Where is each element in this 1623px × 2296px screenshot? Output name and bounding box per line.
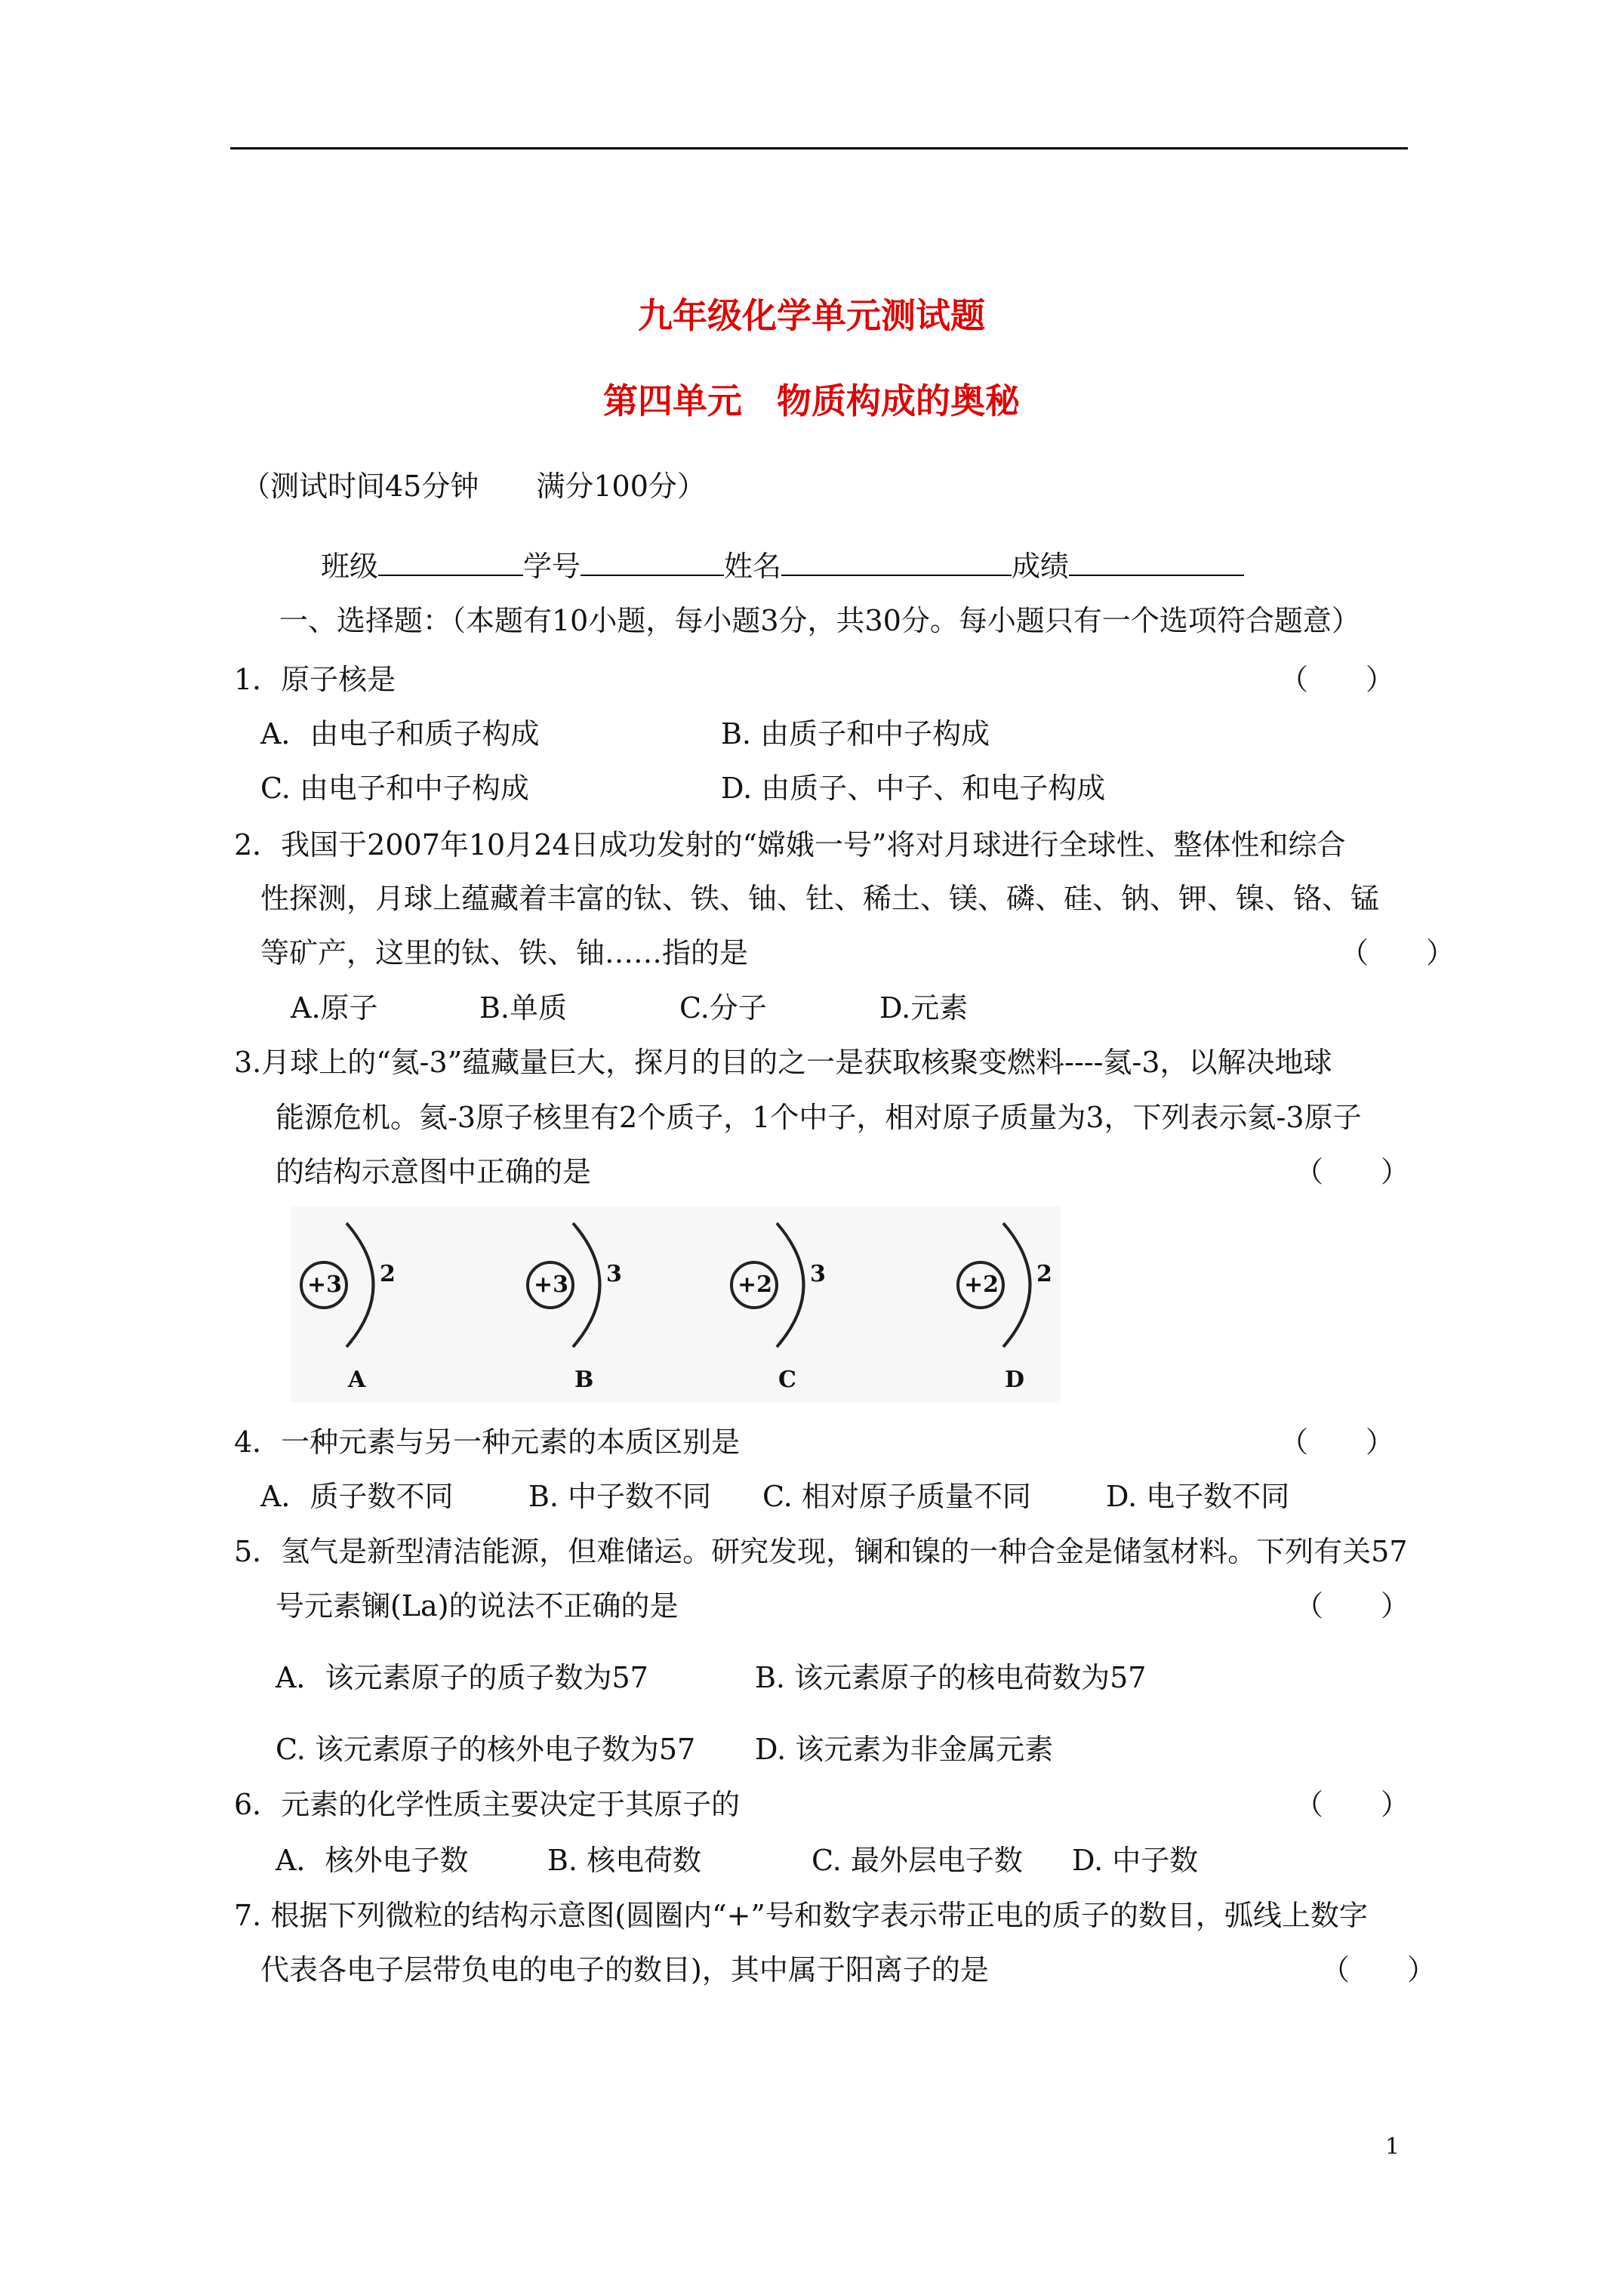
atom-diagram-a <box>291 1207 442 1403</box>
atom-a-label: A <box>348 1367 366 1393</box>
q5-option-a: A．该元素原子的质子数为57 <box>276 1661 648 1694</box>
atom-structure-figure <box>291 1207 1061 1403</box>
atom-d-nucleus: +2 <box>964 1271 999 1298</box>
page-subtitle: 第四单元 物质构成的奥秘 <box>603 381 1020 421</box>
student-fields <box>321 547 1244 583</box>
q4-stem: 4．一种元素与另一种元素的本质区别是 <box>234 1425 741 1459</box>
q4-option-d: D. 电子数不同 <box>1106 1480 1290 1513</box>
q2-option-b: B.单质 <box>479 991 568 1025</box>
q3-line-1: 3.月球上的“氦-3”蕴藏量巨大，探月的目的之一是获取核聚变燃料----氦-3，以解决地球 <box>234 1046 1332 1079</box>
q5-answer-paren: （ ） <box>1295 1589 1410 1623</box>
q6-option-c: C. 最外层电子数 <box>812 1844 1023 1877</box>
q6-option-a: A．核外电子数 <box>276 1844 469 1877</box>
header-rule <box>230 147 1408 149</box>
atom-c-nucleus: +2 <box>738 1271 773 1298</box>
q7-line-2: 代表各电子层带负电的电子的数目)，其中属于阳离子的是 <box>260 1953 989 1986</box>
q7-answer-paren: （ ） <box>1321 1953 1437 1986</box>
q3-line-3: 的结构示意图中正确的是 <box>276 1155 592 1188</box>
atom-c-shell <box>721 1207 872 1403</box>
name-label: 姓名 <box>724 550 782 583</box>
q6-answer-paren: （ ） <box>1295 1788 1410 1821</box>
q6-option-d: D. 中子数 <box>1072 1844 1199 1877</box>
atom-b-label: B <box>574 1367 594 1393</box>
q1-option-d: D. 由质子、中子、和电子构成 <box>721 772 1106 805</box>
q4-answer-paren: （ ） <box>1280 1425 1395 1459</box>
page-number: 1 <box>1385 2134 1400 2160</box>
q1-answer-paren: （ ） <box>1280 663 1395 696</box>
q5-option-d: D. 该元素为非金属元素 <box>755 1733 1054 1766</box>
q1-stem: 1．原子核是 <box>234 663 396 696</box>
atom-b-nucleus: +3 <box>534 1271 569 1298</box>
class-label: 班级 <box>321 550 379 583</box>
q2-line-1: 2．我国于2007年10月24日成功发射的“嫦娥一号”将对月球进行全球性、整体性和综合 <box>234 828 1346 861</box>
atom-diagram-d <box>947 1207 1098 1403</box>
atom-c-label: C <box>778 1367 796 1393</box>
atom-d-label: D <box>1005 1367 1025 1393</box>
q1-option-a: A．由电子和质子构成 <box>260 717 540 750</box>
number-blank[interactable] <box>581 547 724 576</box>
atom-c-electrons: 3 <box>810 1261 826 1287</box>
q4-option-a: A．质子数不同 <box>260 1480 454 1513</box>
q5-line-1: 5．氢气是新型清洁能源，但难储运。研究发现，镧和镍的一种合金是储氢材料。下列有关57 <box>234 1535 1408 1568</box>
q2-option-d: D.元素 <box>879 991 969 1025</box>
number-label: 学号 <box>523 550 581 583</box>
q5-option-b: B. 该元素原子的核电荷数为57 <box>755 1661 1147 1694</box>
atom-diagram-b <box>517 1207 668 1403</box>
q2-option-c: C.分子 <box>679 991 767 1025</box>
atom-b-electrons: 3 <box>606 1261 622 1287</box>
atom-a-nucleus: +3 <box>307 1271 343 1298</box>
q2-option-a: A.原子 <box>291 991 378 1025</box>
atom-a-electrons: 2 <box>380 1261 396 1287</box>
q3-answer-paren: （ ） <box>1295 1155 1410 1188</box>
q4-option-c: C. 相对原子质量不同 <box>762 1480 1031 1513</box>
q2-line-2: 性探测，月球上蕴藏着丰富的钛、铁、铀、钍、稀土、镁、磷、硅、钠、钾、镍、铬、锰 <box>260 882 1380 915</box>
q2-line-3: 等矿产，这里的钛、铁、铀……指的是 <box>260 936 749 969</box>
atom-a-shell <box>291 1207 442 1403</box>
atom-d-electrons: 2 <box>1036 1261 1052 1287</box>
atom-diagram-c <box>721 1207 872 1403</box>
class-blank[interactable] <box>378 547 523 576</box>
q5-option-c: C. 该元素原子的核外电子数为57 <box>276 1733 696 1766</box>
exam-info: （测试时间45分钟 满分100分） <box>242 470 706 503</box>
q1-option-b: B. 由质子和中子构成 <box>721 717 990 750</box>
score-blank[interactable] <box>1069 547 1244 576</box>
q5-line-2: 号元素镧(La)的说法不正确的是 <box>276 1589 679 1623</box>
q1-option-c: C. 由电子和中子构成 <box>260 772 529 805</box>
score-label: 成绩 <box>1012 550 1070 583</box>
q2-answer-paren: （ ） <box>1340 936 1455 969</box>
q3-line-2: 能源危机。氦-3原子核里有2个质子，1个中子，相对原子质量为3，下列表示氦-3原子 <box>276 1101 1362 1134</box>
page-title: 九年级化学单元测试题 <box>638 295 985 336</box>
section-heading: 一、选择题：（本题有10小题，每小题3分，共30分。每小题只有一个选项符合题意） <box>279 604 1360 637</box>
q4-option-b: B. 中子数不同 <box>528 1480 712 1513</box>
q6-stem: 6．元素的化学性质主要决定于其原子的 <box>234 1788 741 1821</box>
q7-line-1: 7. 根据下列微粒的结构示意图(圆圈内“+”号和数字表示带正电的质子的数目，弧线上数字 <box>234 1899 1368 1932</box>
q6-option-b: B. 核电荷数 <box>547 1844 702 1877</box>
name-blank[interactable] <box>781 547 1012 576</box>
